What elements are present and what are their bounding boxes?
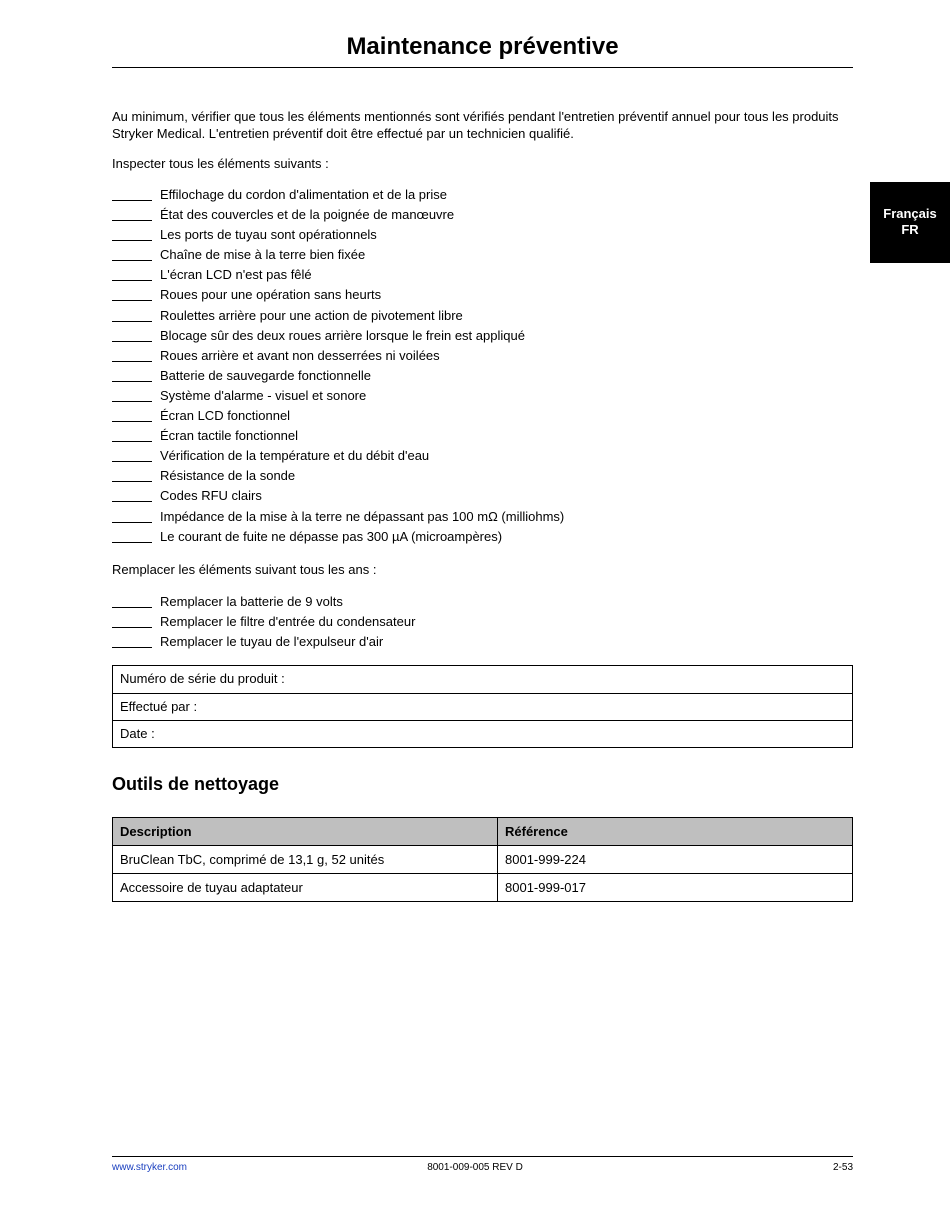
checklist-item: Remplacer le tuyau de l'expulseur d'air — [112, 632, 853, 652]
checklist-item: Roues pour une opération sans heurts — [112, 285, 853, 305]
check-blank[interactable] — [112, 361, 152, 362]
checklist-item: Vérification de la température et du débit d'eau — [112, 446, 853, 466]
inspect-checklist — [112, 185, 853, 547]
checklist-item: Résistance de la sonde — [112, 466, 853, 486]
check-blank[interactable] — [112, 461, 152, 462]
checklist-item: Remplacer la batterie de 9 volts — [112, 592, 853, 612]
serial-number-label: Numéro de série du produit : — [120, 671, 285, 686]
checklist-item: Roulettes arrière pour une action de pivotement libre — [112, 306, 853, 326]
checklist-item: Codes RFU clairs — [112, 486, 853, 506]
intro-paragraph: Au minimum, vérifier que tous les éléments mentionnés sont vérifiés pendant l'entretien préventif annuel pour tous les produits Stryker Medical. L'entretien préventif doit être effectué par un technicien qualifié. — [112, 109, 839, 141]
checklist-item: Effilochage du cordon d'alimentation et de la prise — [112, 185, 853, 205]
replace-heading: Remplacer les éléments suivant tous les ans : — [112, 562, 377, 577]
check-blank[interactable] — [112, 200, 152, 201]
page-title: Maintenance préventive — [346, 33, 619, 60]
checklist-item: Le courant de fuite ne dépasse pas 300 µA (microampères) — [112, 527, 853, 547]
check-blank[interactable] — [112, 321, 152, 322]
language-code: FR — [901, 222, 919, 237]
replace-checklist — [112, 592, 853, 652]
checklist-item: Écran LCD fonctionnel — [112, 406, 853, 426]
checklist-item: Les ports de tuyau sont opérationnels — [112, 225, 853, 245]
checklist-item: Blocage sûr des deux roues arrière lorsque le frein est appliqué — [112, 326, 853, 346]
table-cell: 8001-999-224 — [498, 846, 853, 874]
checklist-item: Écran tactile fonctionnel — [112, 426, 853, 446]
check-blank[interactable] — [112, 501, 152, 502]
check-blank[interactable] — [112, 522, 152, 523]
column-header: Description — [113, 818, 498, 846]
table-row — [113, 874, 853, 902]
checklist-item: Chaîne de mise à la terre bien fixée — [112, 245, 853, 265]
check-blank[interactable] — [112, 260, 152, 261]
checklist-item: Système d'alarme - visuel et sonore — [112, 386, 853, 406]
checklist-item: Batterie de sauvegarde fonctionnelle — [112, 366, 853, 386]
table-cell: 8001-999-017 — [498, 874, 853, 902]
checklist-item: L'écran LCD n'est pas fêlé — [112, 265, 853, 285]
language-tab — [870, 182, 950, 263]
check-blank[interactable] — [112, 381, 152, 382]
table-row — [113, 846, 853, 874]
performed-by-label: Effectué par : — [120, 698, 198, 714]
language-name: Français — [883, 206, 937, 221]
date-field[interactable] — [113, 721, 852, 749]
check-blank[interactable] — [112, 401, 152, 402]
check-blank[interactable] — [112, 481, 152, 482]
check-blank[interactable] — [112, 647, 152, 648]
service-record-form — [112, 665, 853, 748]
check-blank[interactable] — [112, 240, 152, 241]
check-blank[interactable] — [112, 542, 152, 543]
checklist-item: Impédance de la mise à la terre ne dépassant pas 100 mΩ (milliohms) — [112, 507, 853, 527]
check-blank[interactable] — [112, 627, 152, 628]
date-label: Date : — [120, 726, 155, 742]
cleaning-tools-title: Outils de nettoyage — [112, 774, 280, 794]
page-number: 2-53 — [832, 1162, 853, 1173]
check-blank[interactable] — [112, 280, 152, 281]
checklist-item: Roues arrière et avant non desserrées ni voilées — [112, 346, 853, 366]
website-link[interactable]: www.stryker.com — [112, 1162, 188, 1173]
document-number: 8001-009-005 REV D — [427, 1162, 523, 1173]
check-blank[interactable] — [112, 300, 152, 301]
cleaning-tools-table — [112, 817, 853, 902]
check-blank[interactable] — [112, 220, 152, 221]
table-cell: BruClean TbC, comprimé de 13,1 g, 52 unités — [113, 846, 498, 874]
check-blank[interactable] — [112, 341, 152, 342]
check-blank[interactable] — [112, 607, 152, 608]
title-divider — [112, 67, 853, 68]
checklist-item: Remplacer le filtre d'entrée du condensateur — [112, 612, 853, 632]
table-header-row — [113, 818, 853, 846]
check-blank[interactable] — [112, 421, 152, 422]
footer-divider — [112, 1156, 853, 1157]
performed-by-field[interactable] — [113, 694, 852, 722]
column-header: Référence — [498, 818, 853, 846]
table-cell: Accessoire de tuyau adaptateur — [113, 874, 498, 902]
checklist-item: État des couvercles et de la poignée de manœuvre — [112, 205, 853, 225]
inspect-heading: Inspecter tous les éléments suivants : — [112, 156, 329, 171]
check-blank[interactable] — [112, 441, 152, 442]
serial-number-field[interactable] — [113, 666, 852, 694]
